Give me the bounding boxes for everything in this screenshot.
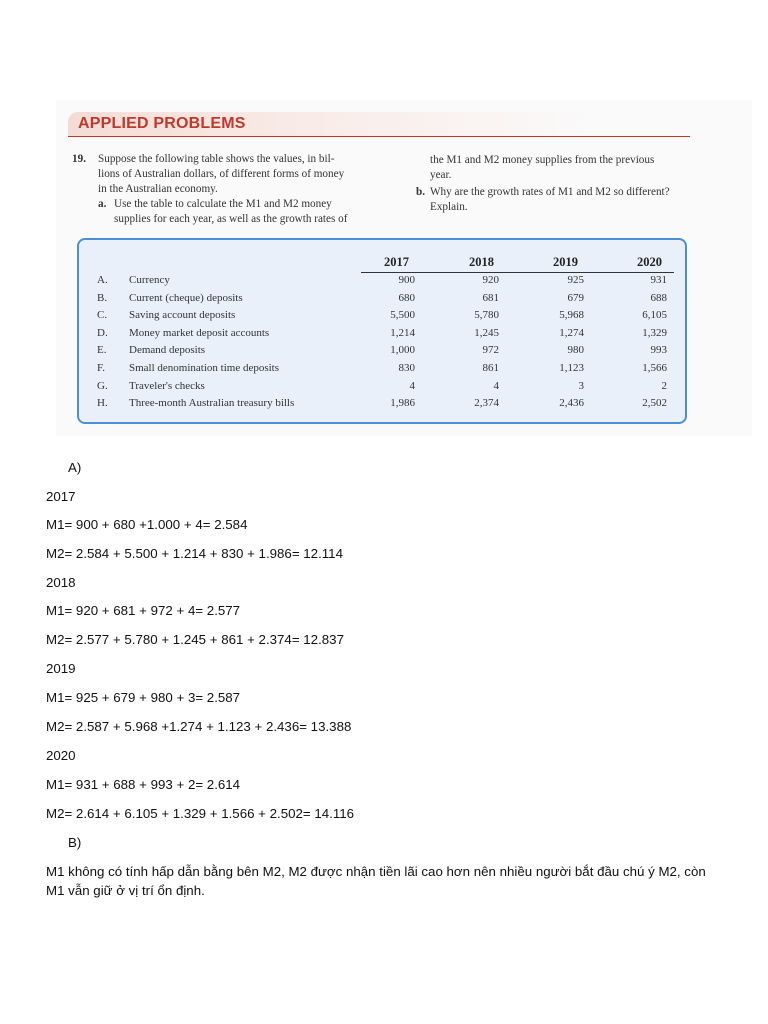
part-b-line-2: Explain.	[430, 201, 468, 213]
cell-value: 679	[567, 291, 584, 304]
year-header-2020: 2020	[637, 255, 662, 269]
problem-right-column	[416, 153, 706, 215]
cell-value: 1,986	[390, 397, 415, 410]
row-label: Money market deposit accounts	[129, 326, 270, 339]
cell-value: 830	[398, 362, 415, 374]
answer-line: M2= 2.584 + 5.500 + 1.214 + 830 + 1.986= 12.114	[46, 546, 343, 561]
problem-intro-line-1: 19. Suppose the following table shows the values, in bil-	[72, 153, 335, 165]
answer-line: M2= 2.577 + 5.780 + 1.245 + 861 + 2.374= 12.837	[46, 632, 344, 647]
row-label: Saving account deposits	[129, 309, 236, 322]
table-row	[79, 327, 685, 344]
problem-intro-line-2: lions of Australian dollars, of different forms of money	[98, 168, 345, 180]
table-row	[79, 309, 685, 326]
cell-value: 680	[398, 291, 415, 304]
cell-value: 900	[398, 274, 415, 286]
header-rule	[361, 272, 674, 273]
problem-number: 19.	[72, 153, 86, 165]
cell-value: 1,214	[390, 326, 415, 339]
part-a-cont-line-1: the M1 and M2 money supplies from the previous	[430, 154, 655, 166]
cell-value: 688	[650, 291, 667, 304]
row-letter: D.	[97, 326, 108, 339]
row-letter: C.	[97, 309, 108, 322]
answer-line: 2018	[46, 575, 76, 590]
year-header-2018: 2018	[469, 255, 494, 269]
cell-value: 931	[650, 274, 667, 286]
cell-value: 925	[567, 274, 584, 286]
cell-value: 1,566	[642, 362, 667, 374]
cell-value: 1,329	[642, 326, 667, 339]
answer-part-a-label: A)	[68, 460, 82, 475]
part-a-line-1: a. Use the table to calculate the M1 and M2 money	[98, 198, 332, 210]
answer-line: M2= 2.587 + 5.968 +1.274 + 1.123 + 2.436= 13.388	[46, 719, 352, 734]
row-letter: H.	[97, 397, 108, 410]
cell-value: 2,374	[474, 397, 499, 410]
cell-value: 1,000	[390, 344, 415, 357]
cell-value: 3	[578, 379, 584, 392]
answer-line: 2020	[46, 748, 76, 763]
money-supply-table	[77, 238, 687, 424]
table-row	[79, 274, 685, 291]
answer-line: 2017	[46, 489, 76, 504]
table-row	[79, 397, 685, 414]
answer-line: M1= 931 + 688 + 993 + 2= 2.614	[46, 777, 241, 792]
cell-value: 993	[650, 344, 667, 357]
row-label: Current (cheque) deposits	[129, 291, 243, 304]
cell-value: 2	[661, 379, 667, 392]
cell-value: 980	[567, 344, 584, 357]
row-letter: F.	[97, 362, 105, 374]
problem-left-column	[72, 152, 372, 227]
row-label: Small denomination time deposits	[129, 362, 280, 374]
table-row	[79, 292, 685, 309]
cell-value: 1,274	[559, 326, 584, 339]
answer-line: 2019	[46, 661, 76, 676]
row-letter: E.	[97, 344, 107, 357]
row-letter: B.	[97, 291, 108, 304]
answer-line: M1= 920 + 681 + 972 + 4= 2.577	[46, 603, 241, 618]
cell-value: 920	[482, 274, 499, 286]
answer-part-b-label: B)	[68, 835, 82, 850]
year-header-2019: 2019	[553, 255, 578, 269]
part-a-line-2: supplies for each year, as well as the growth rates of	[114, 213, 348, 225]
section-header	[68, 112, 690, 137]
cell-value: 972	[482, 344, 499, 357]
cell-value: 681	[482, 291, 499, 304]
table-row	[79, 380, 685, 397]
problem-intro-line-3: in the Australian economy.	[98, 183, 218, 195]
section-title: APPLIED PROBLEMS	[78, 115, 246, 132]
answer-line: M2= 2.614 + 6.105 + 1.329 + 1.566 + 2.502= 14.116	[46, 806, 355, 821]
cell-value: 861	[482, 362, 499, 374]
row-label: Traveler's checks	[129, 379, 205, 392]
cell-value: 5,500	[390, 309, 415, 322]
row-letter: G.	[97, 379, 108, 392]
row-label: Three-month Australian treasury bills	[129, 397, 295, 410]
cell-value: 6,105	[642, 309, 667, 322]
row-label: Currency	[129, 274, 170, 286]
answer-part-b-text: M1 không có tính hấp dẫn bằng bên M2, M2 được nhận tiền lãi cao hơn nên nhiều người bắt đầu chú ý M2, còn M1 vẫn giữ ở vị trí ổn định.	[46, 864, 706, 898]
table-row	[79, 344, 685, 361]
part-a-label: a.	[98, 198, 107, 210]
cell-value: 2,436	[559, 397, 584, 410]
answer-line: M1= 925 + 679 + 980 + 3= 2.587	[46, 690, 241, 705]
cell-value: 4	[493, 379, 499, 392]
cell-value: 1,245	[474, 326, 499, 339]
cell-value: 5,968	[559, 309, 584, 322]
table-row	[79, 362, 685, 379]
year-header-2017: 2017	[384, 255, 409, 269]
row-label: Demand deposits	[129, 344, 206, 357]
answer-line: M1= 900 + 680 +1.000 + 4= 2.584	[46, 517, 248, 532]
part-a-cont-line-2: year.	[430, 169, 452, 181]
row-letter: A.	[97, 274, 108, 286]
cell-value: 2,502	[642, 397, 667, 410]
cell-value: 5,780	[474, 309, 499, 322]
part-b-label: b.	[416, 186, 426, 198]
cell-value: 4	[409, 379, 415, 392]
cell-value: 1,123	[559, 362, 584, 374]
part-b-line-1: b. Why are the growth rates of M1 and M2 so different?	[416, 186, 670, 198]
